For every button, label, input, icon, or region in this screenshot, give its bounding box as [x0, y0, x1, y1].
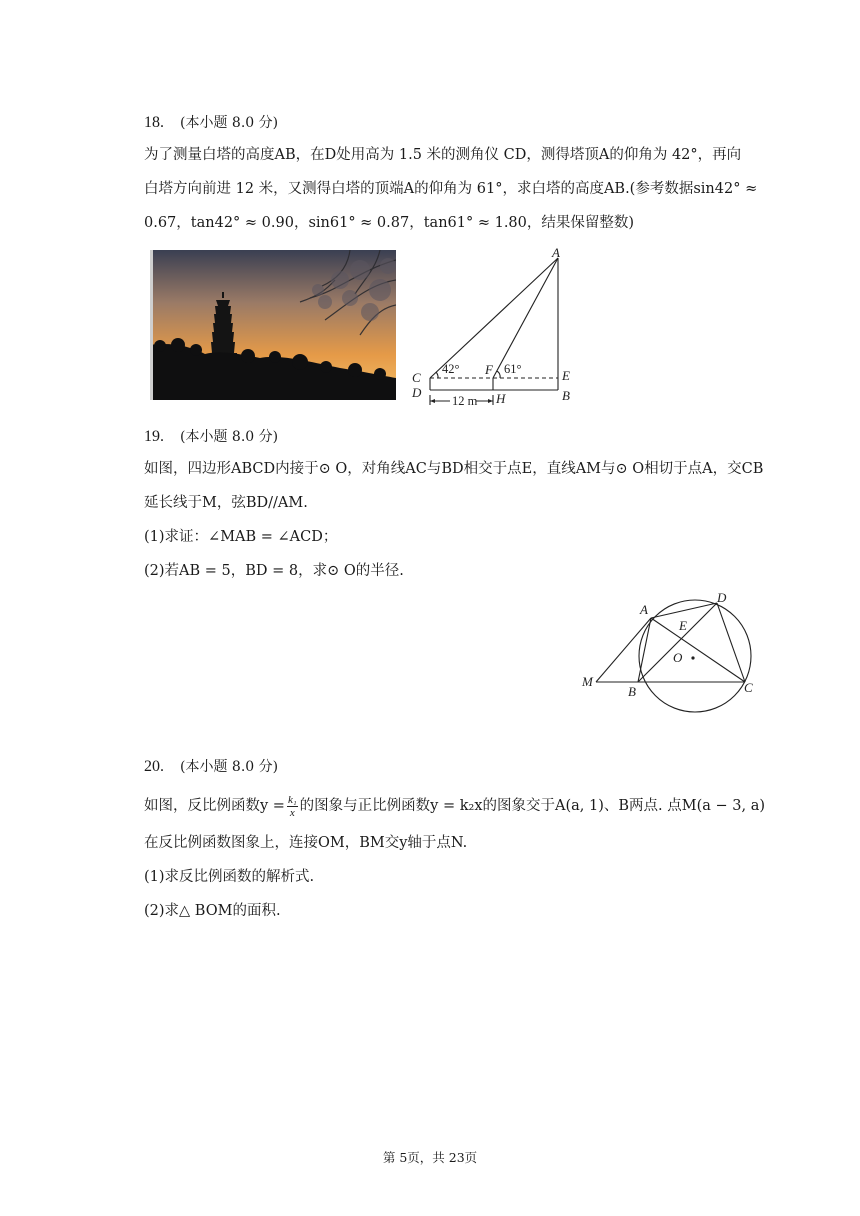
angle-label-42: 42° — [442, 362, 460, 376]
question-18-body — [144, 138, 756, 240]
question-score: (本小题 8.0 分) — [180, 429, 279, 445]
question-score: (本小题 8.0 分) — [180, 115, 279, 131]
text-segment: 的图象与正比例函数y = k₂x的图象交于A(a, 1)、B两点. 点M(a − 3, a) — [299, 798, 766, 814]
point-label-a: A — [640, 602, 648, 617]
distance-label: 12 m — [452, 394, 478, 408]
pagoda-photo — [150, 250, 396, 400]
question-text-line — [144, 786, 766, 826]
question-header — [144, 424, 756, 448]
question-number: 18. — [144, 114, 164, 131]
fraction — [287, 794, 298, 819]
point-label-o: O — [673, 650, 683, 665]
point-label-a: A — [552, 245, 560, 260]
question-19-body — [144, 452, 764, 588]
question-number: 19. — [144, 428, 164, 445]
point-label-e: E — [562, 368, 570, 383]
question-text-line: 0.67，tan42° ≈ 0.90，sin61° ≈ 0.87，tan61° ≈ 1.80，结果保留整数) — [144, 215, 635, 231]
point-label-d: D — [717, 590, 727, 605]
question-header — [144, 110, 756, 134]
text-segment: 如图，反比例函数y = — [144, 798, 285, 814]
question-header — [144, 754, 756, 778]
question-20 — [144, 754, 756, 778]
question-text-line: (1)求证：∠MAB = ∠ACD； — [144, 529, 338, 545]
point-label-c: C — [744, 680, 753, 695]
point-label-h: H — [496, 391, 506, 406]
question-text-line: (2)求△ BOM的面积. — [144, 903, 281, 919]
fraction-denominator: x — [289, 806, 295, 819]
question-text-line: 在反比例函数图象上，连接OM，BM交y轴于点N. — [144, 835, 468, 851]
question-text-line: (1)求反比例函数的解析式. — [144, 869, 315, 885]
point-label-m: M — [582, 674, 593, 689]
page-footer: 第 5页，共 23页 — [382, 1150, 478, 1165]
question-18 — [144, 110, 756, 134]
inscribed-quadrilateral-diagram — [576, 586, 766, 722]
point-label-f: F — [485, 362, 493, 377]
question-19 — [144, 424, 756, 448]
question-text-line: (2)若AB = 5，BD = 8，求⊙ O的半径. — [144, 563, 404, 579]
question-text-line: 白塔方向前进 12 米，又测得白塔的顶端A的仰角为 61°，求白塔的高度AB.(参考数据sin42° ≈ — [144, 181, 758, 197]
point-label-b: B — [628, 684, 636, 699]
question-20-body — [144, 786, 766, 928]
angle-label-61: 61° — [504, 362, 522, 376]
question-text-line: 延长线于M，弦BD//AM. — [144, 495, 308, 511]
point-label-b: B — [562, 388, 570, 403]
question-score: (本小题 8.0 分) — [180, 759, 279, 775]
question-text-line: 如图，四边形ABCD内接于⊙ O，对角线AC与BD相交于点E，直线AM与⊙ O相切于点A，交CB — [144, 461, 764, 477]
question-text-line: 为了测量白塔的高度AB，在D处用高为 1.5 米的测角仪 CD，测得塔顶A的仰角为 42°，再向 — [144, 147, 742, 163]
point-label-c: C — [412, 370, 421, 385]
pagoda-height-diagram — [402, 244, 592, 414]
point-label-e: E — [679, 618, 687, 633]
point-label-d: D — [412, 385, 422, 400]
fraction-numerator: k₁ — [287, 793, 297, 806]
question-number: 20. — [144, 758, 164, 775]
